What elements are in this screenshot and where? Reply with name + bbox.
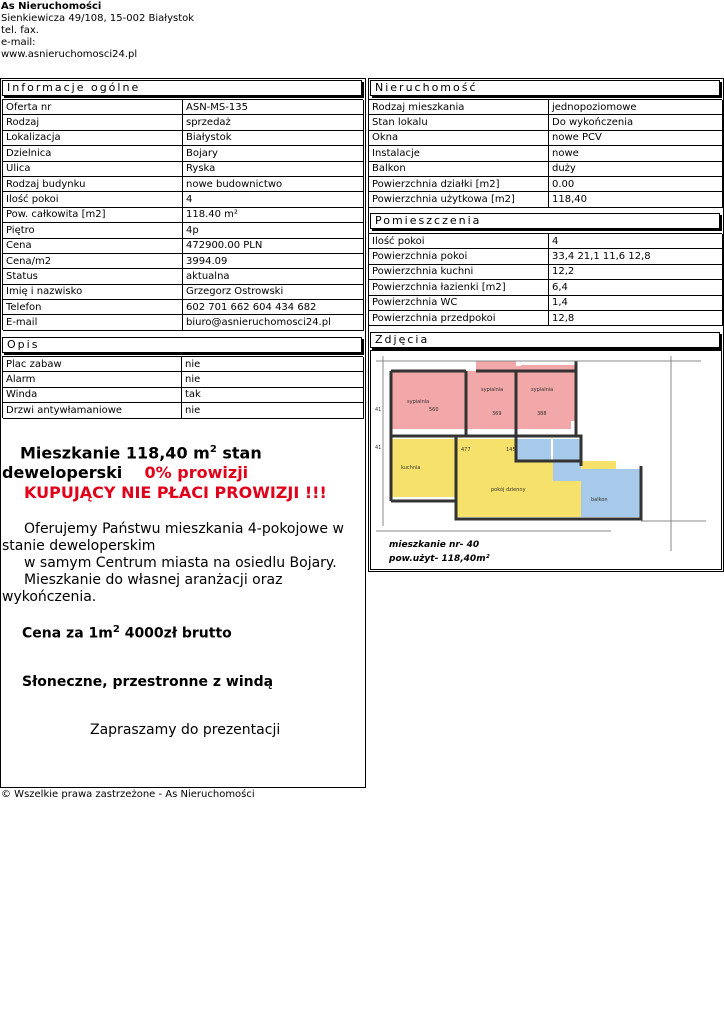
svg-text:41: 41 — [375, 445, 382, 451]
general-value: Grzegorz Ostrowski — [182, 284, 363, 299]
general-row — [2, 314, 363, 329]
property-row — [368, 130, 722, 145]
opis-label: Plac zabaw — [2, 356, 181, 371]
rooms-value: 12,2 — [548, 264, 722, 279]
general-row — [2, 253, 363, 268]
property-value: duży — [548, 161, 722, 176]
desc-paragraph-1: Oferujemy Państwu mieszkania 4-pokojowe w stanie deweloperskim — [2, 521, 344, 555]
general-row — [2, 99, 363, 114]
svg-text:sypialnia: sypialnia — [407, 399, 430, 405]
general-row — [2, 284, 363, 299]
invite-line: Zapraszamy do prezentacji — [90, 721, 281, 738]
floor-plan-drawing — [371, 351, 721, 569]
general-value: 4p — [182, 222, 363, 237]
opis-value: tak — [181, 387, 363, 402]
property-label: Instalacje — [368, 145, 548, 160]
plan-label-2: pow.użyt- 118,40m² — [389, 554, 490, 564]
property-label: Okna — [368, 130, 548, 145]
svg-text:388: 388 — [537, 411, 547, 417]
general-label: Dzielnica — [2, 145, 182, 160]
rooms-row — [368, 279, 722, 294]
rooms-row — [368, 248, 722, 263]
property-label: Powierzchnia użytkowa [m2] — [368, 191, 548, 206]
footer: © Wszelkie prawa zastrzeżone - As Nieruchomości — [1, 789, 255, 800]
property-label: Balkon — [368, 161, 548, 176]
general-label: Rodzaj — [2, 114, 182, 129]
rooms-value: 6,4 — [548, 279, 722, 294]
general-label: Rodzaj budynku — [2, 176, 182, 191]
general-section-title: Informacje ogólne — [2, 80, 362, 96]
property-row — [368, 176, 722, 191]
general-label: Oferta nr — [2, 99, 182, 114]
sunny-line: Słoneczne, przestronne z windą — [22, 673, 274, 690]
photos-section-title: Zdjęcia — [370, 332, 720, 348]
property-label: Rodzaj mieszkania — [368, 99, 548, 114]
general-value: 602 701 662 604 434 682 — [182, 299, 363, 314]
opis-label: Alarm — [2, 371, 181, 386]
general-label: Status — [2, 268, 182, 283]
agency-header — [1, 1, 194, 61]
opis-label: Winda — [2, 387, 181, 402]
general-row — [2, 191, 363, 206]
svg-text:477: 477 — [461, 447, 471, 453]
agency-email: e-mail: — [1, 37, 36, 48]
rooms-table — [368, 233, 722, 325]
svg-text:balkon: balkon — [591, 497, 608, 503]
general-value: aktualna — [182, 268, 363, 283]
general-value: 118.40 m² — [182, 207, 363, 222]
general-label: Lokalizacja — [2, 130, 182, 145]
general-row — [2, 114, 363, 129]
general-label: E-mail — [2, 314, 182, 329]
property-value: nowe — [548, 145, 722, 160]
general-row — [2, 207, 363, 222]
general-value: Białystok — [182, 130, 363, 145]
headline-3: KUPUJĄCY NIE PŁACI PROWIZJI !!! — [24, 483, 327, 503]
general-table — [2, 99, 363, 330]
rooms-value: 4 — [548, 233, 722, 248]
svg-text:369: 369 — [492, 411, 502, 417]
property-row — [368, 161, 722, 176]
rooms-label: Powierzchnia WC — [368, 295, 548, 310]
rooms-label: Powierzchnia kuchni — [368, 264, 548, 279]
rooms-value: 33,4 21,1 11,6 12,8 — [548, 248, 722, 263]
svg-text:sypialnia: sypialnia — [481, 387, 504, 393]
general-label: Pow. całkowita [m2] — [2, 207, 182, 222]
property-row — [368, 114, 722, 129]
general-row — [2, 145, 363, 160]
rooms-label: Powierzchnia łazienki [m2] — [368, 279, 548, 294]
opis-row — [2, 387, 363, 402]
property-label: Stan lokalu — [368, 114, 548, 129]
desc-paragraph-2: w samym Centrum miasta na osiedlu Bojary. — [24, 555, 337, 572]
svg-text:560: 560 — [429, 407, 439, 413]
general-row — [2, 222, 363, 237]
general-value: nowe budownictwo — [182, 176, 363, 191]
general-label: Ulica — [2, 161, 182, 176]
floor-plan-image[interactable] — [370, 350, 722, 570]
general-value: 3994.09 — [182, 253, 363, 268]
opis-section-title: Opis — [2, 337, 362, 353]
property-row — [368, 145, 722, 160]
property-value: jednopoziomowe — [548, 99, 722, 114]
agency-address: Sienkiewicza 49/108, 15-002 Białystok — [1, 13, 195, 24]
rooms-row — [368, 264, 722, 279]
agency-tel: tel. fax. — [1, 25, 39, 36]
property-value: 0.00 — [548, 176, 722, 191]
headline-1: Mieszkanie 118,40 $m^2$ stan — [20, 443, 262, 463]
general-label: Cena — [2, 238, 182, 253]
general-label: Imię i nazwisko — [2, 284, 182, 299]
general-row — [2, 299, 363, 314]
general-row — [2, 161, 363, 176]
plan-label-1: mieszkanie nr- 40 — [389, 540, 480, 550]
general-label: Piętro — [2, 222, 182, 237]
rooms-value: 1,4 — [548, 295, 722, 310]
general-value: 472900.00 PLN — [182, 238, 363, 253]
general-value: ASN-MS-135 — [182, 99, 363, 114]
opis-row — [2, 356, 363, 371]
general-row — [2, 130, 363, 145]
property-table — [368, 99, 722, 207]
rooms-label: Powierzchnia przedpokoi — [368, 310, 548, 325]
agency-www[interactable]: www.asnieruchomosci24.pl — [1, 49, 138, 60]
property-label: Powierzchnia działki [m2] — [368, 176, 548, 191]
rooms-label: Ilość pokoi — [368, 233, 548, 248]
general-row — [2, 238, 363, 253]
rooms-row — [368, 233, 722, 248]
agency-name: As Nieruchomości — [1, 1, 102, 12]
general-label: Cena/m2 — [2, 253, 182, 268]
general-value: Ryska — [182, 161, 363, 176]
general-row — [2, 268, 363, 283]
opis-row — [2, 402, 363, 417]
svg-text:145: 145 — [506, 447, 516, 453]
general-value: Bojary — [182, 145, 363, 160]
general-value: biuro@asnieruchomosci24.pl — [182, 314, 363, 329]
desc-paragraph-3: Mieszkanie do własnej aranżacji oraz wykończenia. — [2, 572, 283, 606]
general-label: Telefon — [2, 299, 182, 314]
svg-text:41: 41 — [375, 407, 382, 413]
opis-value: nie — [181, 371, 363, 386]
rooms-row — [368, 295, 722, 310]
opis-row — [2, 371, 363, 386]
general-row — [2, 176, 363, 191]
general-value: sprzedaż — [182, 114, 363, 129]
svg-text:kuchnia: kuchnia — [401, 465, 421, 471]
opis-label: Drzwi antywłamaniowe — [2, 402, 181, 417]
svg-text:sypialnia: sypialnia — [531, 387, 554, 393]
opis-value: nie — [181, 356, 363, 371]
opis-value: nie — [181, 402, 363, 417]
headline-2: deweloperski 0% prowizji — [2, 463, 249, 483]
property-section-title: Nieruchomość — [370, 80, 720, 96]
rooms-label: Powierzchnia pokoi — [368, 248, 548, 263]
property-value: nowe PCV — [548, 130, 722, 145]
description — [2, 440, 362, 738]
property-row — [368, 99, 722, 114]
property-value: 118,40 — [548, 191, 722, 206]
svg-text:pokój dzienny: pokój dzienny — [491, 487, 526, 493]
property-value: Do wykończenia — [548, 114, 722, 129]
rooms-row — [368, 310, 722, 325]
rooms-section-title: Pomieszczenia — [370, 213, 720, 229]
property-row — [368, 191, 722, 206]
price-line: Cena za $1m^2$ 4000zł brutto — [22, 624, 232, 642]
opis-table — [2, 356, 363, 418]
general-value: 4 — [182, 191, 363, 206]
rooms-value: 12,8 — [548, 310, 722, 325]
general-label: Ilość pokoi — [2, 191, 182, 206]
